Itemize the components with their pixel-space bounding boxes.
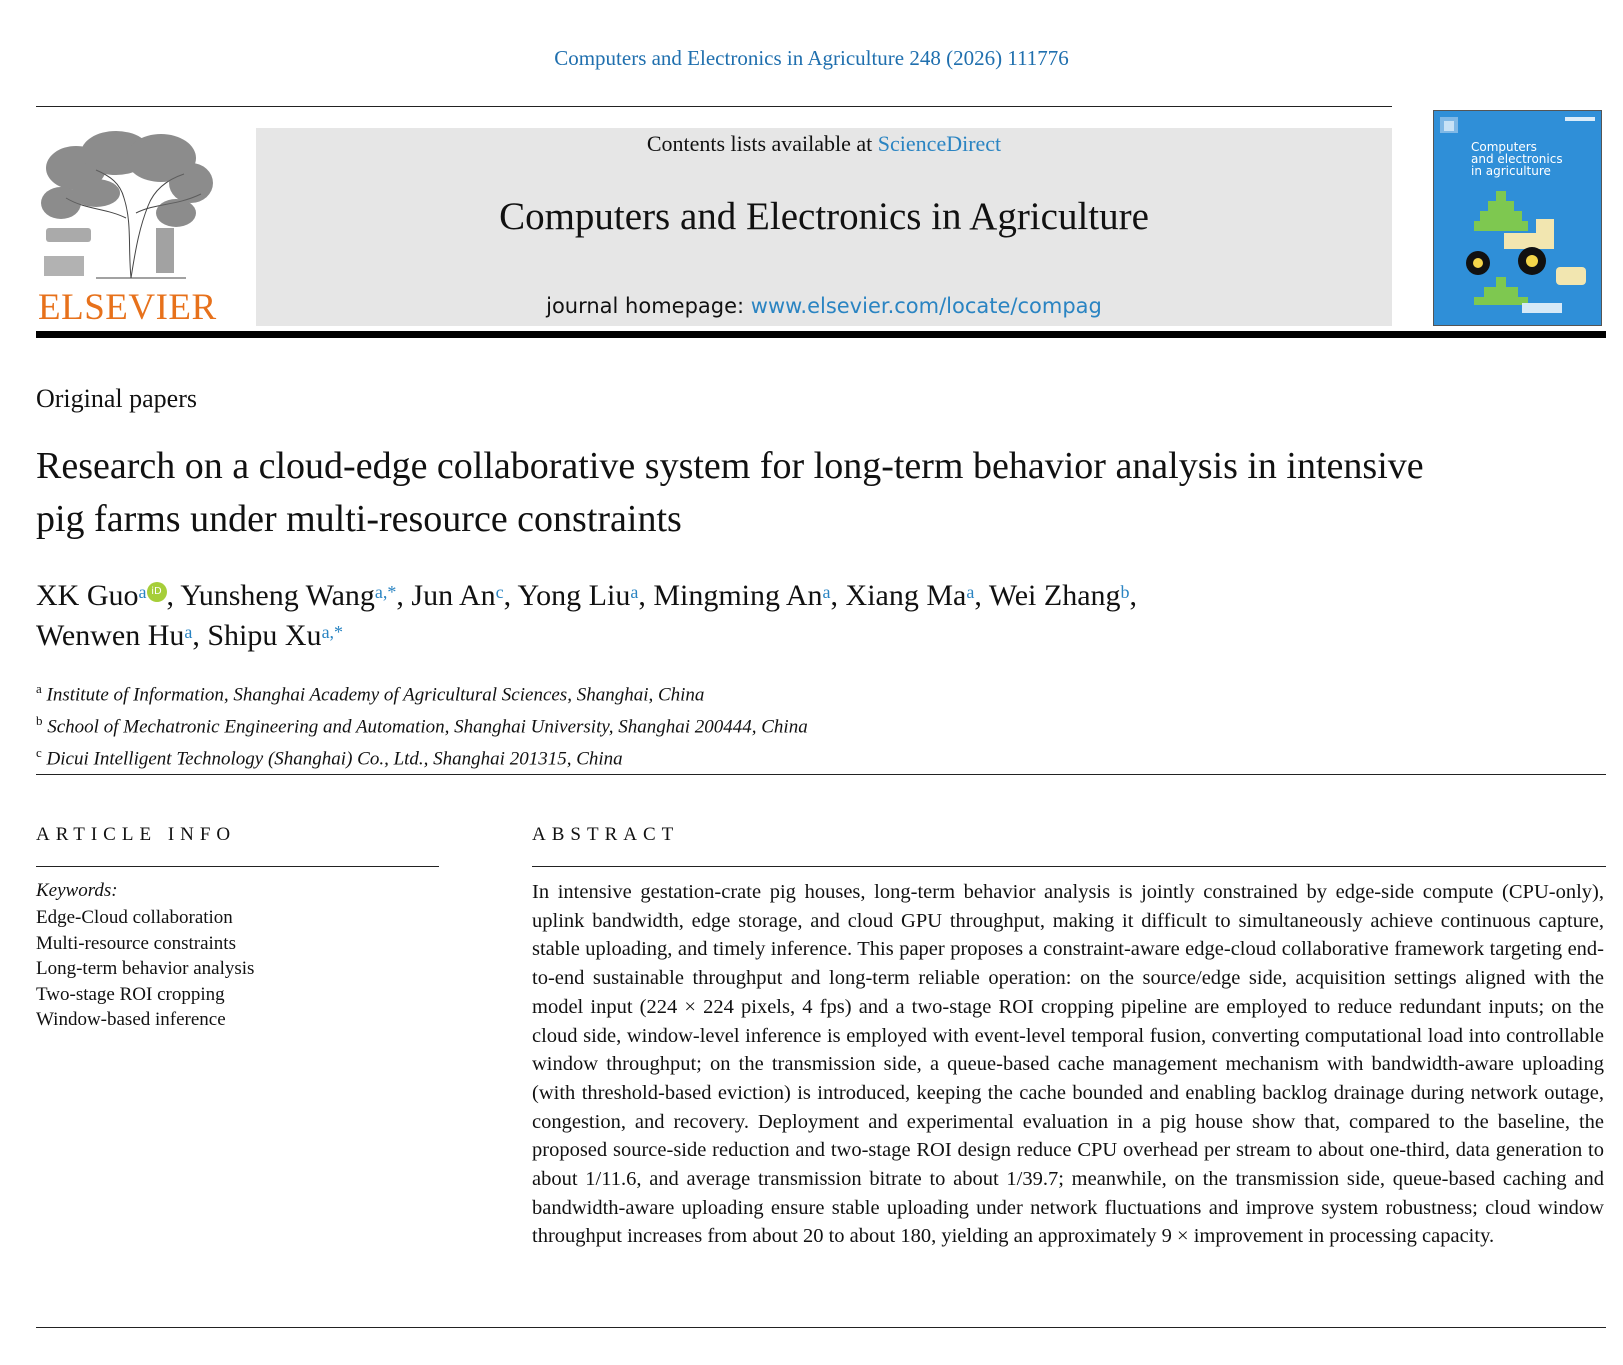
author-name[interactable]: Yong Liu: [517, 579, 631, 612]
author-separator: ,: [166, 579, 181, 612]
affiliation-sup: b: [36, 712, 43, 728]
affiliation-list: [36, 676, 1236, 771]
author-name[interactable]: Jun An: [411, 579, 496, 612]
cover-title-line: and electronics: [1471, 152, 1563, 166]
affiliation: [36, 708, 1236, 740]
affiliation-sup: c: [36, 744, 42, 760]
author-affil-sup[interactable]: a: [138, 582, 147, 602]
keyword: Edge-Cloud collaboration: [36, 907, 233, 928]
elsevier-mini-logo-icon: [1438, 115, 1462, 137]
header-bottom-rule: [36, 331, 1606, 338]
author-name[interactable]: Wei Zhang: [988, 579, 1121, 612]
author[interactable]: [653, 579, 845, 612]
author-name[interactable]: Wenwen Hu: [36, 619, 185, 652]
affiliation-sup: a: [36, 681, 42, 696]
article-title: Research on a cloud-edge collaborative system for long-term behavior analysis in intensive pig farms under multi-resource constraints: [36, 445, 1424, 540]
contents-prefix: Contents lists available at: [646, 131, 878, 156]
author-separator: ,: [503, 579, 518, 612]
homepage-prefix: journal homepage:: [546, 294, 751, 318]
author-name[interactable]: Yunsheng Wang: [180, 579, 375, 612]
keyword-list: [36, 905, 254, 1033]
author-affil-sup[interactable]: a: [822, 582, 831, 602]
header-top-rule: [36, 106, 1392, 107]
cover-title: [1471, 141, 1599, 177]
journal-cover[interactable]: [1433, 110, 1602, 326]
author-separator: ,: [396, 579, 412, 612]
keyword: Long-term behavior analysis: [36, 958, 255, 980]
elsevier-wordmark: ELSEVIER: [38, 287, 217, 328]
author-affil-sup[interactable]: a,*: [321, 622, 344, 642]
homepage-link[interactable]: www.elsevier.com/locate/compag: [750, 294, 1102, 318]
journal-banner: [256, 128, 1392, 326]
abstract-rule: [532, 866, 1606, 867]
author[interactable]: [207, 619, 343, 652]
keywords-label: Keywords:: [36, 880, 118, 901]
author-affil-sup[interactable]: a: [966, 582, 975, 602]
elsevier-logo[interactable]: [36, 128, 217, 328]
affiliation: [36, 676, 1236, 708]
keyword: Window-based inference: [36, 1009, 226, 1031]
abstract-text: In intensive gestation-crate pig houses, long-term behavior analysis is jointly constrained by edge-side compute (CPU-only), uplink bandwidth, edge storage, and cloud GPU throughput, making it difficult to simultaneously achieve continuous capture, stable uploading, and timely inference. This paper proposes a constraint-aware edge-cloud collaborative framework targeting end-to-end sustainable throughput and long-term reliable operation: on the source/edge side, acquisition settings aligned with the model input (224 × 224 pixels, 4 fps) and a two-stage ROI cropping pipeline are employed to reduce redundant inputs; on the cloud side, window-level inference is employed with event-level temporal fusion, converting computational load into controllable window throughput; on the transmission side, a queue-based cache management mechanism with bandwidth-aware uploading (with threshold-based eviction) is introduced, keeping the cache bounded and enabling backlog drainage during network outage, congestion, and recovery. Deployment and experimental evaluation in a pig house show that, compared to the baseline, the proposed source-side reduction and two-stage ROI design reduce CPU overhead per stream to about one-third, data generation to about 1/11.6, and average transmission bitrate to about 1/39.7; meanwhile, on the transmission side, queue-based caching and bandwidth-aware uploading ensure stable uploading under network fluctuations and improve system robustness; cloud window throughput increases from about 20 to about 180, yielding an approximately 9 × improvement in processing capacity.: [532, 881, 1604, 1248]
author-list: [36, 576, 1456, 656]
author[interactable]: [518, 579, 654, 612]
affiliation: [36, 740, 1236, 772]
journal-citation[interactable]: Computers and Electronics in Agriculture 248 (2026) 111776: [554, 46, 1069, 70]
author-name[interactable]: Shipu Xu: [207, 619, 322, 652]
author[interactable]: [36, 579, 180, 612]
author[interactable]: [846, 579, 989, 612]
author[interactable]: [180, 579, 411, 612]
author[interactable]: [989, 579, 1137, 612]
author-name[interactable]: Mingming An: [653, 579, 823, 612]
journal-title: Computers and Electronics in Agriculture: [499, 195, 1149, 238]
author-affil-sup[interactable]: b: [1120, 582, 1130, 602]
article-info-rule: [36, 866, 439, 867]
affiliation-text: School of Mechatronic Engineering and Automation, Shanghai University, Shanghai 200444, China: [47, 716, 808, 738]
author-affil-sup[interactable]: a,*: [374, 582, 397, 602]
issn-mark: [1565, 117, 1595, 121]
article-info-heading: ARTICLE INFO: [36, 824, 237, 845]
orcid-icon[interactable]: iD: [147, 582, 167, 602]
author-name[interactable]: XK Guo: [36, 579, 139, 612]
author-separator: ,: [192, 619, 208, 652]
abstract-bottom-rule: [36, 1327, 1606, 1328]
affiliation-divider: [36, 774, 1606, 775]
keyword: Two-stage ROI cropping: [36, 983, 225, 1005]
abstract-heading: ABSTRACT: [532, 824, 680, 845]
elsevier-tree-logo-icon: [36, 128, 214, 288]
author[interactable]: [411, 579, 517, 612]
author-separator: ,: [638, 579, 654, 612]
affiliation-text: Dicui Intelligent Technology (Shanghai) Co., Ltd., Shanghai 201315, China: [46, 747, 623, 769]
cover-pixel-art-icon: [1444, 179, 1594, 319]
author-affil-sup[interactable]: a: [184, 622, 193, 642]
author-separator: ,: [1129, 579, 1138, 612]
author-separator: ,: [974, 579, 989, 612]
author[interactable]: [36, 619, 207, 652]
author-affil-sup[interactable]: a: [630, 582, 639, 602]
cover-title-line: in agriculture: [1471, 164, 1551, 178]
homepage-line: [256, 294, 1392, 318]
keyword: Multi-resource constraints: [36, 932, 236, 954]
sciencedirect-link[interactable]: ScienceDirect: [877, 131, 1002, 156]
author-affil-sup[interactable]: c: [495, 582, 504, 602]
article-type: Original papers: [36, 384, 198, 413]
affiliation-text: Institute of Information, Shanghai Academy of Agricultural Sciences, Shanghai, China: [46, 684, 705, 706]
cover-title-line: Computers: [1471, 140, 1537, 154]
author-name[interactable]: Xiang Ma: [845, 579, 967, 612]
contents-line: [256, 131, 1392, 157]
author-separator: ,: [830, 579, 846, 612]
